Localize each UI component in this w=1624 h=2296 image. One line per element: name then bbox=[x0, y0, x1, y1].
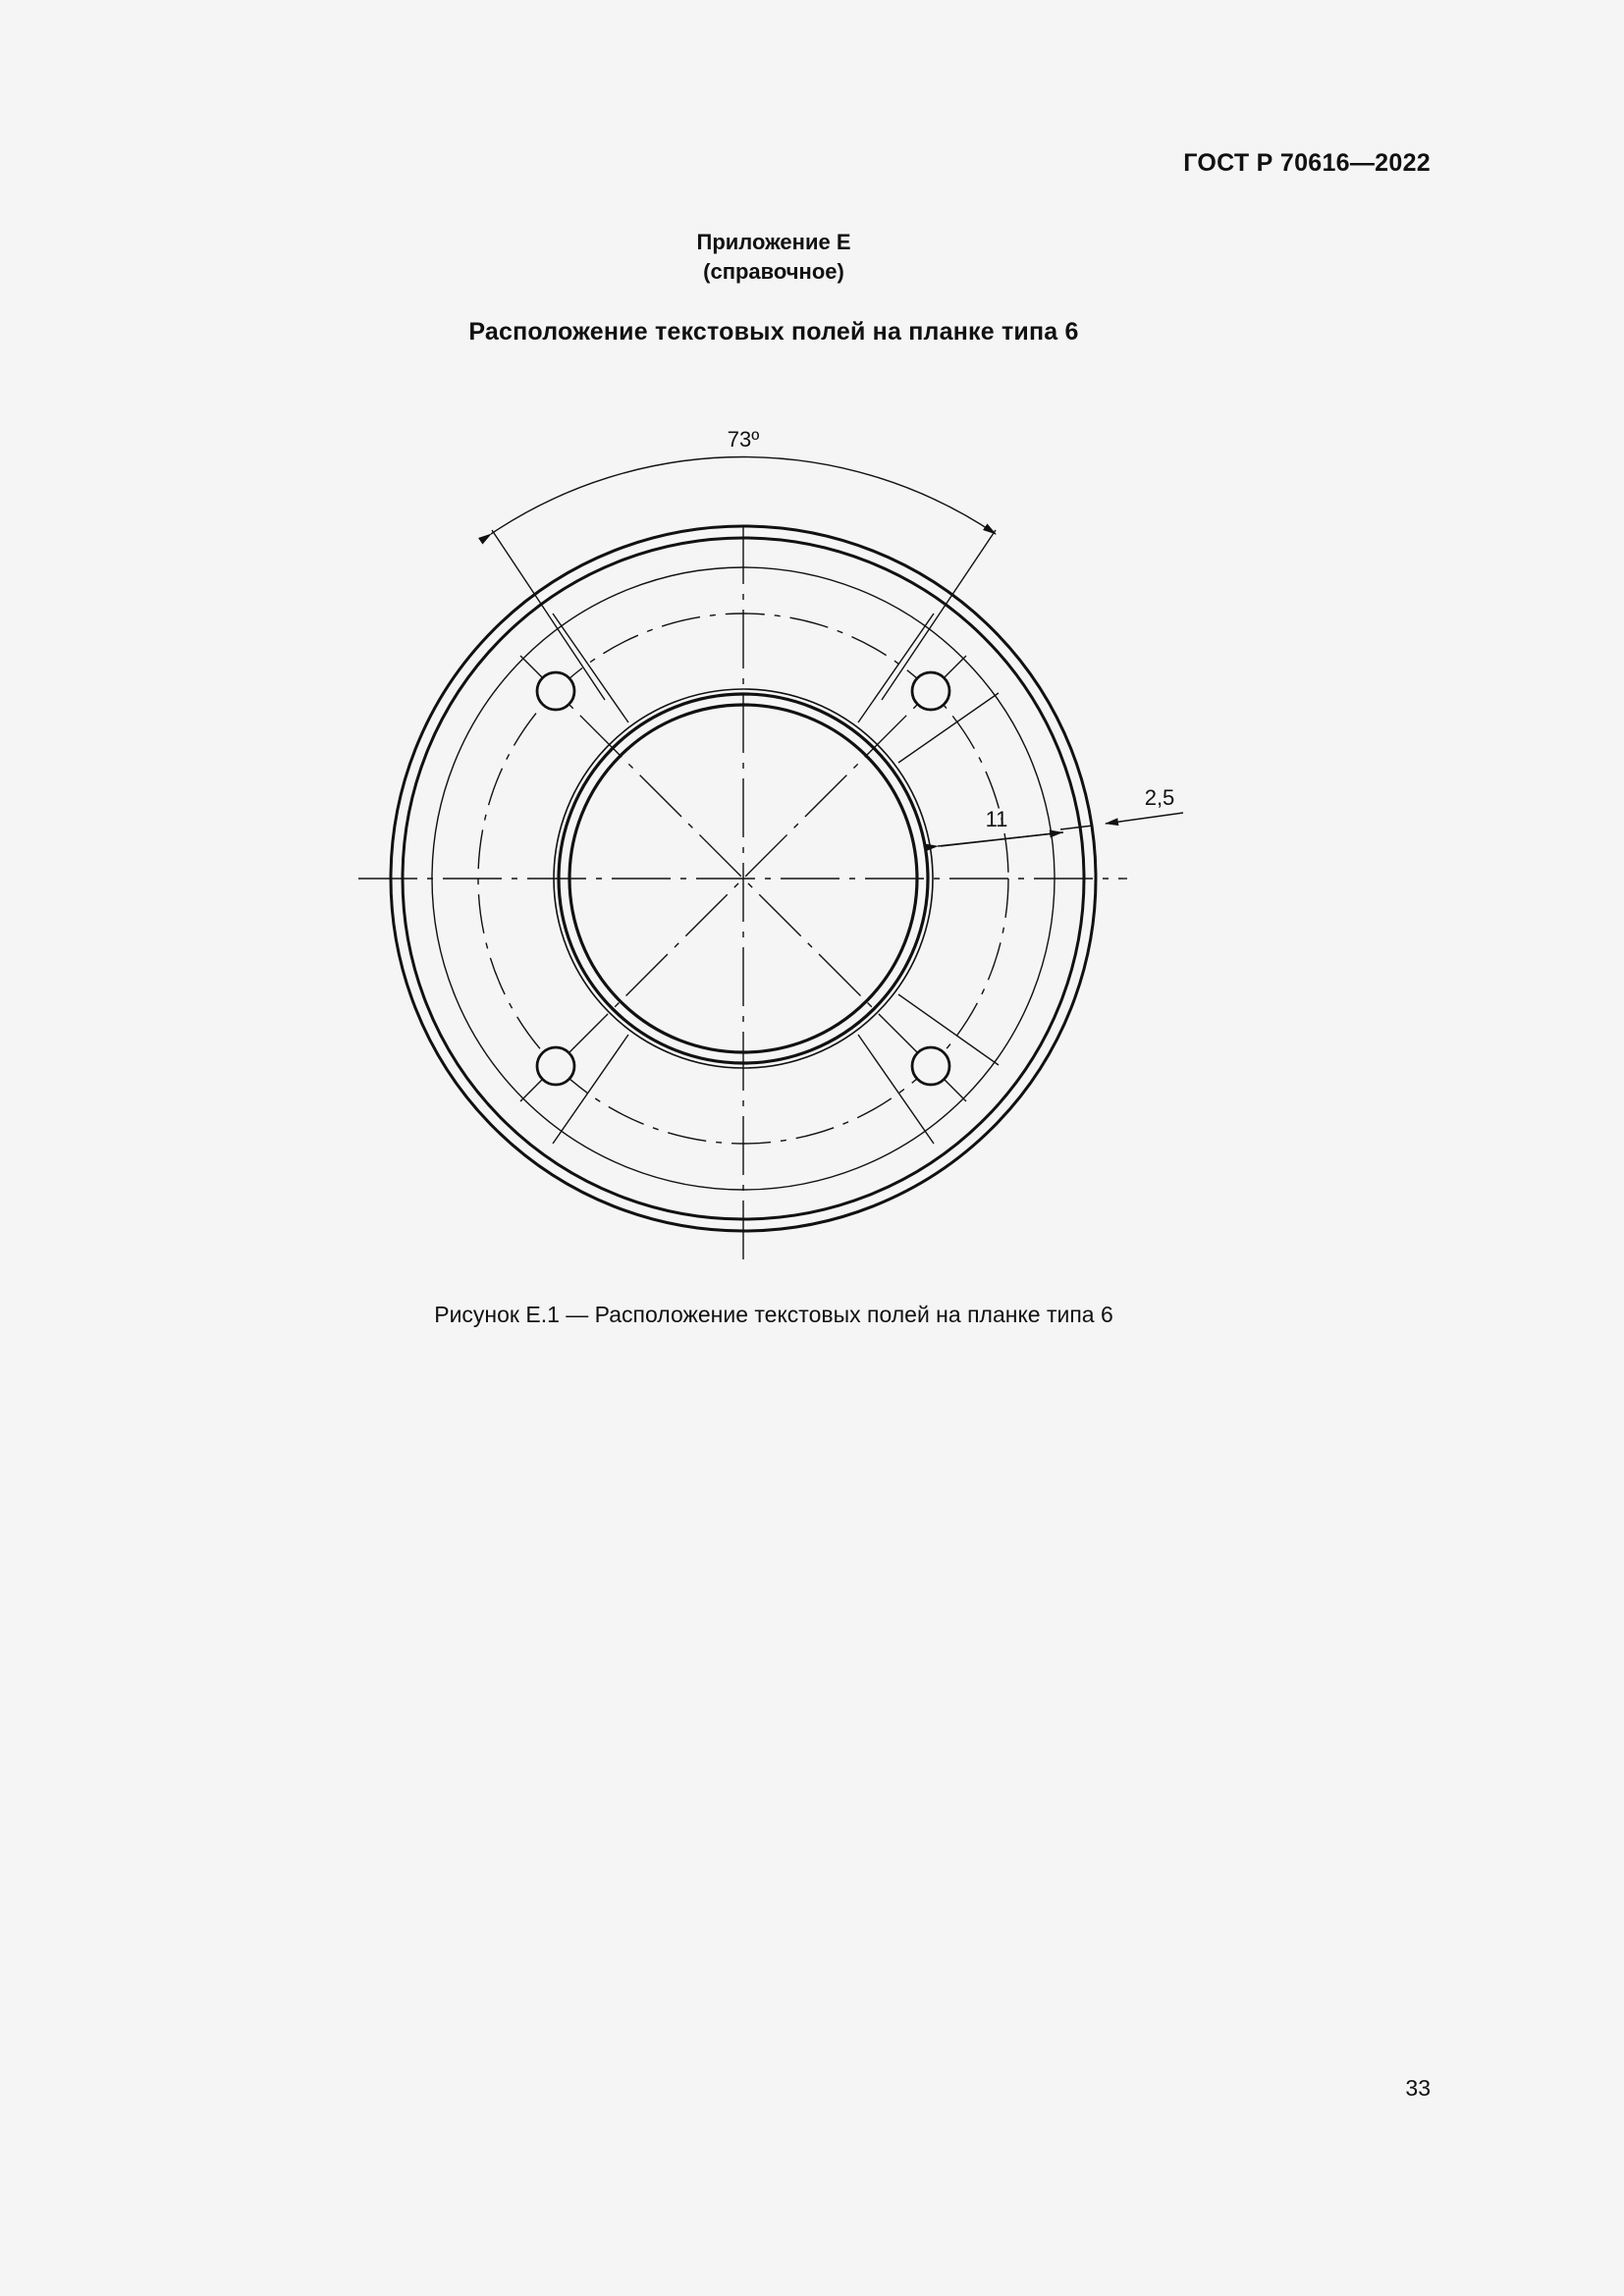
bolt-hole-bottom-left bbox=[537, 1047, 574, 1085]
bolt-hole-top-left bbox=[537, 672, 574, 710]
section-title: Расположение текстовых полей на планке типа 6 bbox=[468, 318, 1079, 346]
center-lines bbox=[358, 525, 1127, 1261]
appendix-type: (справочное) bbox=[703, 259, 844, 284]
field-width-label: 11 bbox=[985, 807, 1008, 831]
edge-offset-label: 2,5 bbox=[1144, 785, 1175, 810]
page-number: 33 bbox=[1405, 2075, 1431, 2101]
angle-dimension-label: 73º bbox=[727, 427, 760, 452]
document-code: ГОСТ Р 70616—2022 bbox=[1183, 149, 1431, 177]
bolt-hole-bottom-right bbox=[912, 1047, 949, 1085]
figure-caption: Рисунок Е.1 — Расположение текстовых полей на планке типа 6 bbox=[434, 1302, 1113, 1327]
field-width-dimension bbox=[938, 832, 1063, 846]
appendix-label: Приложение Е bbox=[696, 230, 851, 254]
bolt-hole-top-right bbox=[912, 672, 949, 710]
